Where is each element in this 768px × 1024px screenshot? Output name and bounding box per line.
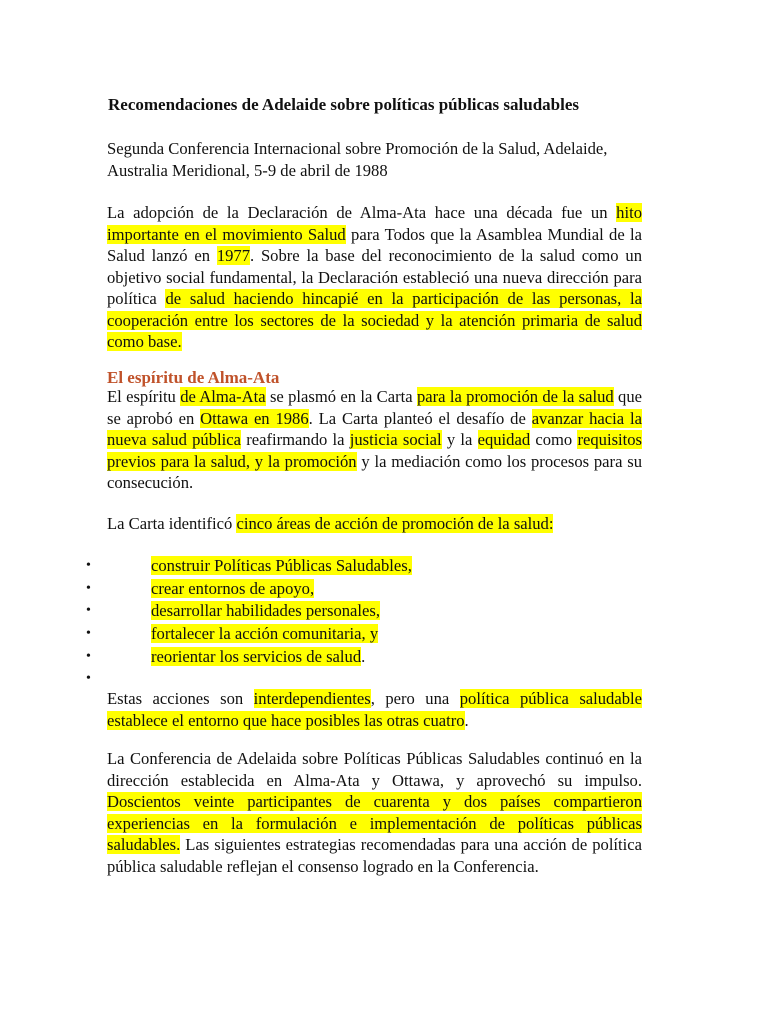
text-run: y la mediación como los procesos para su consecución. — [107, 451, 642, 492]
highlighted-text: Ottawa en 1986 — [200, 408, 309, 428]
text-run: reafirmando la — [240, 430, 350, 449]
highlighted-text: 1977 — [216, 246, 250, 265]
list-item — [86, 555, 646, 578]
highlighted-text: para la promoción de la salud — [416, 387, 614, 406]
bullet-icon: • — [86, 580, 91, 596]
highlighted-text: hito importante en el movimiento Salud — [107, 203, 642, 244]
bullet-icon: • — [86, 648, 91, 664]
list-item — [86, 623, 646, 646]
list-item — [86, 600, 646, 623]
text-run: . — [464, 710, 469, 730]
highlighted-text: fortalecer la acción comunitaria, y — [151, 624, 379, 644]
alma-ata-paragraph — [107, 386, 642, 494]
text-run: , pero una — [370, 689, 460, 708]
intro-paragraph — [107, 202, 642, 353]
list-item-text — [151, 623, 378, 646]
list-item-text — [151, 600, 380, 623]
action-areas-intro — [107, 513, 642, 535]
action-areas-list — [86, 555, 646, 691]
document-title: Recomendaciones de Adelaide sobre políticas públicas saludables — [108, 95, 580, 114]
text-run: como — [530, 430, 578, 449]
text-run: . Sobre la base del reconocimiento de la salud como un objetivo social fundamental, la Declaración estableció una nueva dirección para política — [107, 246, 642, 308]
text-run: y la — [441, 430, 478, 449]
highlighted-text: crear entornos de apoyo, — [151, 578, 315, 598]
highlighted-text: interdependientes — [253, 689, 371, 708]
section-heading: El espíritu de Alma-Ata — [107, 368, 280, 387]
highlighted-text: avanzar hacia la nueva salud pública — [107, 408, 642, 449]
bullet-icon: • — [86, 626, 91, 642]
text-run: La Conferencia de Adelaida sobre Políticas Públicas Saludables continuó en la dirección establecida en Alma-Ata y Ottawa, y aprovechó su impulso. — [107, 749, 642, 790]
text-run: Estas acciones son — [107, 689, 254, 708]
list-item — [86, 578, 646, 601]
text-run: . — [361, 646, 366, 666]
text-run: se plasmó en la Carta — [265, 387, 417, 406]
text-run: Las siguientes estrategias recomendadas para una acción de política pública saludable reflejan el consenso logrado en la Conferencia. — [107, 835, 642, 876]
highlighted-text: Doscientos veinte participantes de cuarenta y dos países compartieron experiencias en la formulación e implementación de políticas públicas saludables. — [107, 792, 642, 854]
list-item — [86, 646, 646, 669]
highlighted-text: equidad — [477, 430, 531, 449]
text-run: para Todos que la Asamblea Mundial de la Salud lanzó en — [107, 224, 642, 265]
text-run: La adopción de la Declaración de Alma-Ata hace una década fue un — [107, 203, 617, 222]
interdependence-paragraph — [107, 688, 642, 731]
bullet-icon: • — [86, 671, 91, 687]
highlighted-text: desarrollar habilidades personales, — [151, 601, 380, 621]
list-item-text — [151, 578, 314, 601]
list-item-text — [151, 646, 365, 669]
text-run: El espíritu — [107, 387, 181, 406]
bullet-icon: • — [86, 558, 91, 573]
text-run: La Carta identificó — [107, 514, 237, 533]
highlighted-text: reorientar los servicios de salud — [151, 646, 362, 666]
bullet-icon: • — [86, 603, 91, 619]
highlighted-text: construir Políticas Públicas Saludables, — [151, 556, 412, 575]
highlighted-text: de Alma-Ata — [180, 387, 266, 406]
text-run: . La Carta planteó el desafío de — [308, 408, 532, 428]
conference-paragraph — [107, 748, 642, 877]
highlighted-text: cinco áreas de acción de promoción de la salud: — [236, 514, 554, 533]
text-run: que se aprobó en — [107, 387, 642, 428]
document-subtitle: Segunda Conferencia Internacional sobre Promoción de la Salud, Adelaide, Australia Meridional, 5-9 de abril de 1988 — [107, 139, 608, 180]
highlighted-text: requisitos previos para la salud, y la promoción — [107, 430, 642, 471]
highlighted-text: justicia social — [349, 430, 442, 449]
highlighted-text: de salud haciendo hincapié en la participación de las personas, la cooperación entre los sectores de la sociedad y la atención primaria de salud como base. — [107, 289, 642, 351]
highlighted-text: política pública saludable establece el entorno que hace posibles las otras cuatro — [107, 689, 642, 730]
list-item-text — [151, 555, 412, 578]
